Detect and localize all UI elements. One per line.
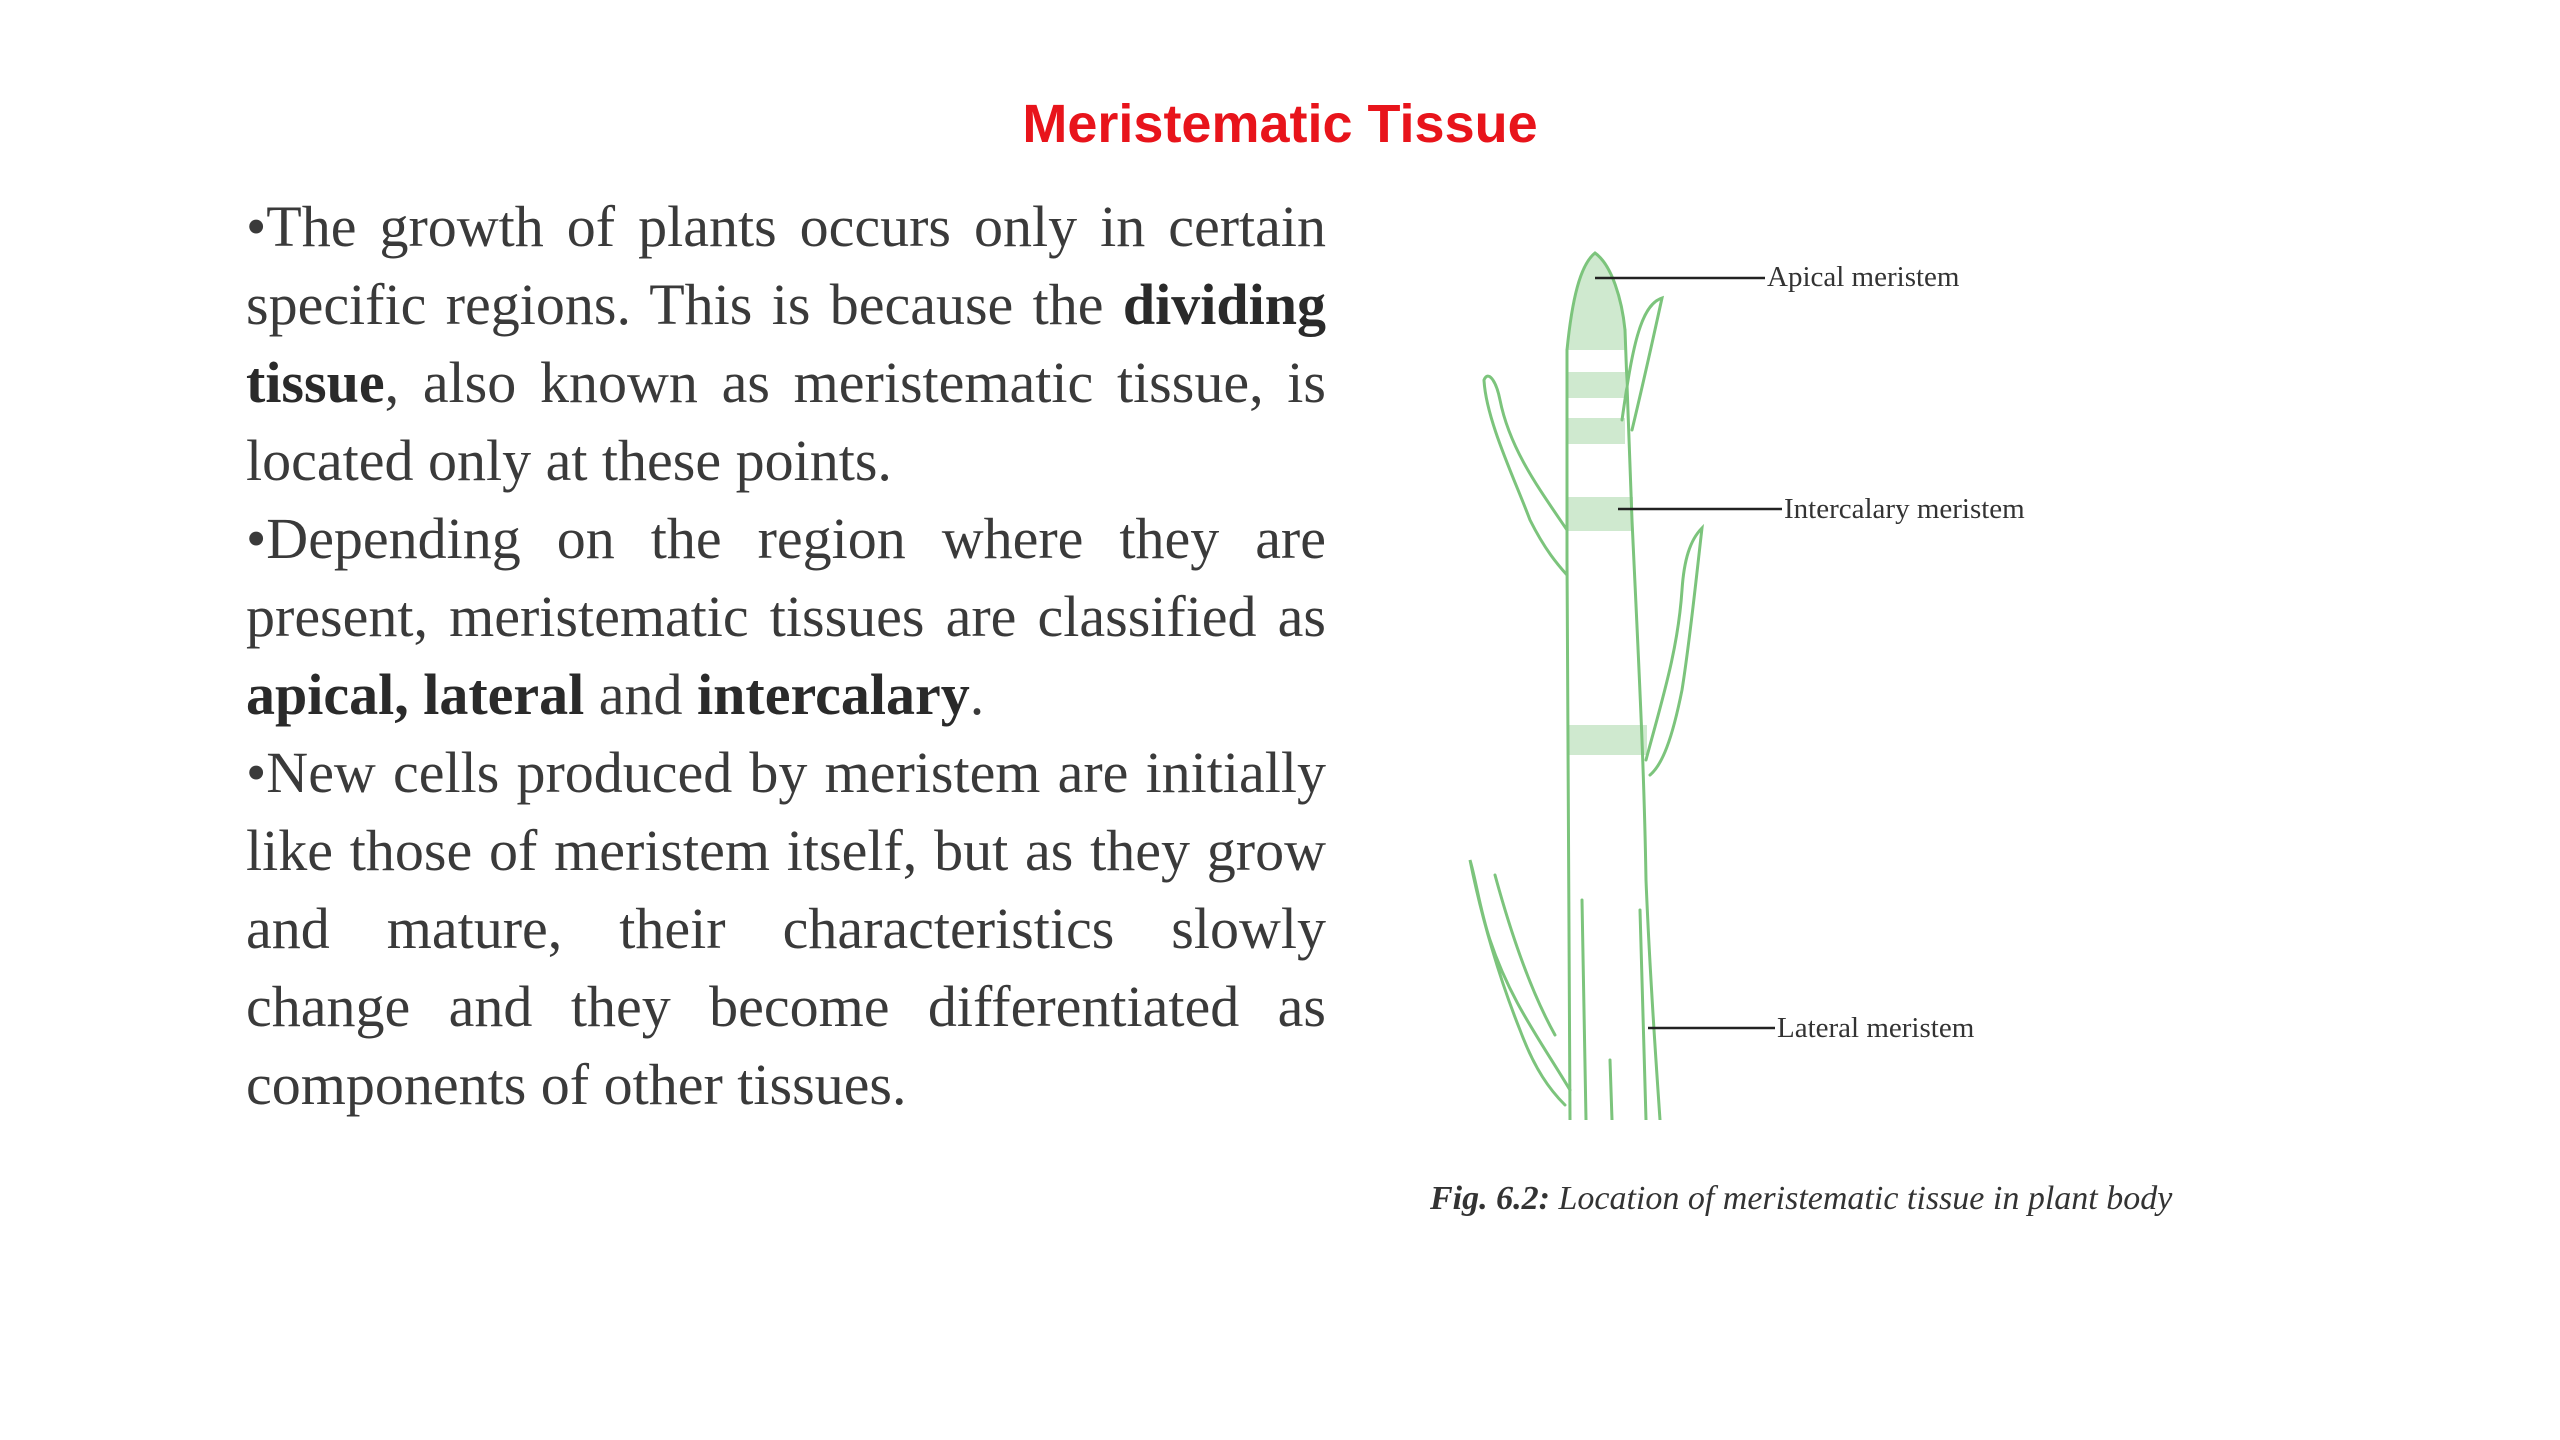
apical-band-2	[1567, 418, 1625, 444]
lower-left-branch	[1470, 860, 1570, 1105]
label-apical-meristem: Apical meristem	[1767, 261, 1960, 293]
paragraph-classification-period: .	[969, 662, 985, 727]
paragraph-classification-space	[409, 662, 424, 727]
meristem-figure	[1400, 220, 2320, 1240]
figure-caption-text: Location of meristematic tissue in plant body	[1549, 1180, 2173, 1217]
term-intercalary: intercalary	[697, 662, 970, 727]
apical-meristem-region	[1567, 253, 1625, 350]
upper-left-branch	[1484, 376, 1567, 575]
intercalary-band-2	[1567, 725, 1647, 755]
middle-right-branch	[1646, 528, 1702, 775]
intercalary-band-1	[1567, 497, 1633, 531]
paragraph-new-cells	[246, 734, 1326, 1124]
figure-caption	[1430, 1180, 2172, 1218]
slide-title: Meristematic Tissue	[1022, 94, 1538, 154]
term-apical: apical,	[246, 662, 409, 727]
paragraph-classification	[246, 500, 1326, 734]
term-lateral: lateral	[423, 662, 585, 727]
paragraph-classification-and: and	[584, 662, 698, 727]
term-dividing-tissue: dividing tissue	[246, 272, 1326, 415]
paragraph-growth-text-2: , also known as meristematic tissue, is located only at these points.	[246, 350, 1326, 493]
figure-caption-number: Fig. 6.2:	[1430, 1180, 1550, 1217]
lower-stem-inner-right	[1640, 910, 1646, 1120]
slide-body-text	[246, 188, 1326, 1124]
paragraph-classification-text-1: •Depending on the region where they are present, meristematic tissues are classified as	[246, 506, 1326, 649]
paragraph-new-cells-text: •New cells produced by meristem are initially like those of meristem itself, but as they grow and mature, their characteristics slowly change and they become differentiated as components of other tissues.	[246, 740, 1326, 1117]
apical-band-1	[1567, 372, 1625, 398]
label-intercalary-meristem: Intercalary meristem	[1784, 493, 2025, 525]
lower-left-branch-inner	[1495, 875, 1555, 1035]
label-lateral-meristem: Lateral meristem	[1777, 1012, 1975, 1044]
plant-diagram	[1400, 220, 2320, 1120]
paragraph-growth-text-1: •The growth of plants occurs only in certain specific regions. This is because the	[246, 194, 1326, 337]
inner-stem-line	[1610, 1060, 1612, 1120]
paragraph-growth	[246, 188, 1326, 500]
lower-stem-inner-left	[1582, 900, 1586, 1120]
